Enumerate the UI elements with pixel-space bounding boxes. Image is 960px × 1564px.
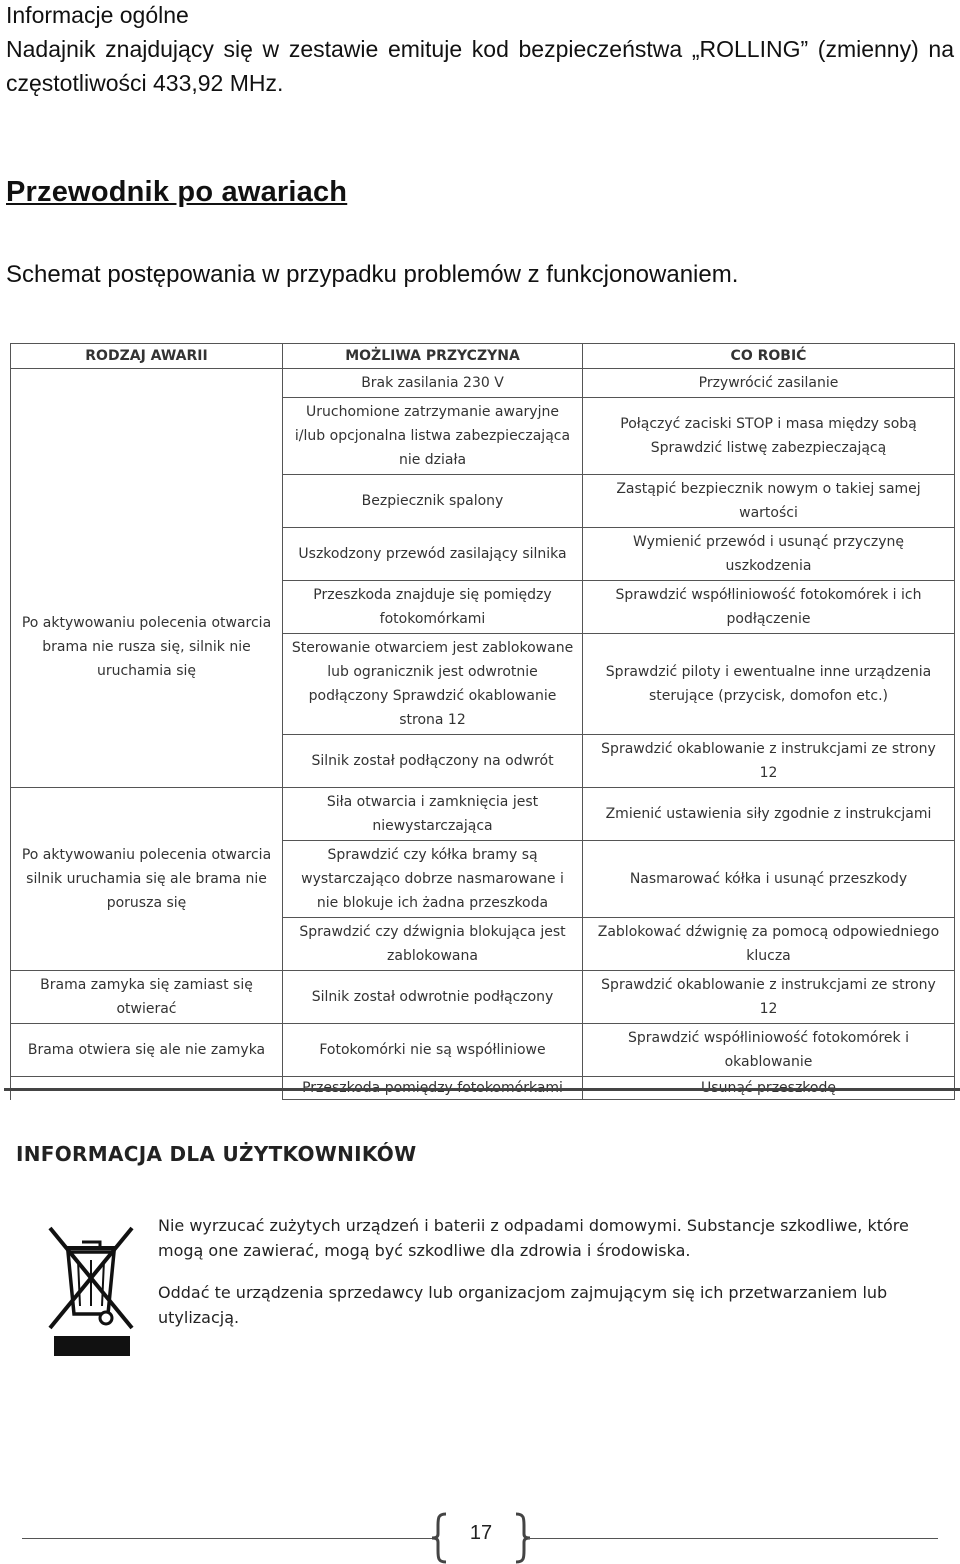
cause-cell: Uszkodzony przewód zasilający silnika [283, 528, 583, 581]
page-footer [0, 1512, 960, 1564]
troubleshooting-subtitle: Schemat postępowania w przypadku problemów z funkcjonowaniem. [6, 261, 739, 288]
fault-cell: Po aktywowaniu polecenia otwarcia silnik uruchamia się ale brama nie porusza się [11, 788, 283, 971]
fault-cell: Brama otwiera się ale nie zamyka [11, 1024, 283, 1077]
action-cell: Sprawdzić okablowanie z instrukcjami ze strony 12 [583, 971, 955, 1024]
cause-cell: Siła otwarcia i zamknięcia jest niewystarczająca [283, 788, 583, 841]
intro-paragraph: Nadajnik znajdujący się w zestawie emituje kod bezpieczeństwa „ROLLING” (zmienny) na częstotliwości 433,92 MHz. [6, 36, 954, 96]
action-cell: Zastąpić bezpiecznik nowym o takiej samej wartości [583, 475, 955, 528]
table-row [11, 1024, 955, 1077]
header-fault-type: RODZAJ AWARII [11, 344, 283, 369]
troubleshooting-table [10, 343, 955, 1100]
fault-cell: Po aktywowaniu polecenia otwarcia brama nie rusza się, silnik nie uruchamia się [11, 369, 283, 788]
action-cell: Połączyć zaciski STOP i masa między sobą Sprawdzić listwę zabezpieczającą [583, 398, 955, 475]
cause-cell: Silnik został podłączony na odwrót [283, 735, 583, 788]
table-header-row [11, 344, 955, 369]
cause-cell: Fotokomórki nie są współliniowe [283, 1024, 583, 1077]
cause-cell: Sprawdzić czy dźwignia blokująca jest zablokowana [283, 918, 583, 971]
action-cell: Sprawdzić okablowanie z instrukcjami ze strony 12 [583, 735, 955, 788]
troubleshooting-table-wrapper [10, 343, 954, 1100]
fault-cell: Brama zamyka się zamiast się otwierać [11, 971, 283, 1024]
user-info-paragraph-2: Oddać te urządzenia sprzedawcy lub organizacjom zajmującym się ich przetwarzaniem lub utylizacją. [158, 1283, 888, 1327]
action-cell: Zablokować dźwignię za pomocą odpowiedniego klucza [583, 918, 955, 971]
cause-cell: Uruchomione zatrzymanie awaryjne i/lub opcjonalna listwa zabezpieczająca nie działa [283, 398, 583, 475]
cause-cell: Sprawdzić czy kółka bramy są wystarczająco dobrze nasmarowane i nie blokuje ich żadna przeszkoda [283, 841, 583, 918]
crossed-out-wheelie-bin-icon [44, 1216, 138, 1360]
cause-cell: Przeszkoda znajduje się pomiędzy fotokomórkami [283, 581, 583, 634]
cause-cell: Brak zasilania 230 V [283, 369, 583, 398]
page-number: 17 [469, 1522, 493, 1544]
table-row [11, 788, 955, 841]
cause-cell: Silnik został odwrotnie podłączony [283, 971, 583, 1024]
section-divider [4, 1088, 960, 1091]
action-cell: Sprawdzić współliniowość fotokomórek i okablowanie [583, 1024, 955, 1077]
troubleshooting-title: Przewodnik po awariach [6, 176, 348, 208]
table-row [11, 369, 955, 398]
footer-rule-right [528, 1538, 938, 1539]
table-row [11, 971, 955, 1024]
action-cell: Zmienić ustawienia siły zgodnie z instrukcjami [583, 788, 955, 841]
action-cell: Nasmarować kółka i usunąć przeszkody [583, 841, 955, 918]
action-cell: Sprawdzić piloty i ewentualne inne urządzenia sterujące (przycisk, domofon etc.) [583, 634, 955, 735]
footer-rule-left [22, 1538, 436, 1539]
user-info-title: INFORMACJA DLA UŻYTKOWNIKÓW [16, 1142, 417, 1166]
action-cell: Wymienić przewód i usunąć przyczynę uszkodzenia [583, 528, 955, 581]
intro-heading: Informacje ogólne [6, 2, 189, 28]
header-what-to-do: CO ROBIĆ [583, 344, 955, 369]
cause-cell: Sterowanie otwarciem jest zablokowane lub ogranicznik jest odwrotnie podłączony Sprawdzić okablowanie strona 12 [283, 634, 583, 735]
cause-cell: Bezpiecznik spalony [283, 475, 583, 528]
user-info-paragraph-1: Nie wyrzucać zużytych urządzeń i baterii z odpadami domowymi. Substancje szkodliwe, które mogą one zawierać, mogą być szkodliwe dla zdrowia i środowiska. [158, 1216, 909, 1260]
action-cell: Przywrócić zasilanie [583, 369, 955, 398]
header-possible-cause: MOŻLIWA PRZYCZYNA [283, 344, 583, 369]
action-cell: Sprawdzić współliniowość fotokomórek i ich podłączenie [583, 581, 955, 634]
